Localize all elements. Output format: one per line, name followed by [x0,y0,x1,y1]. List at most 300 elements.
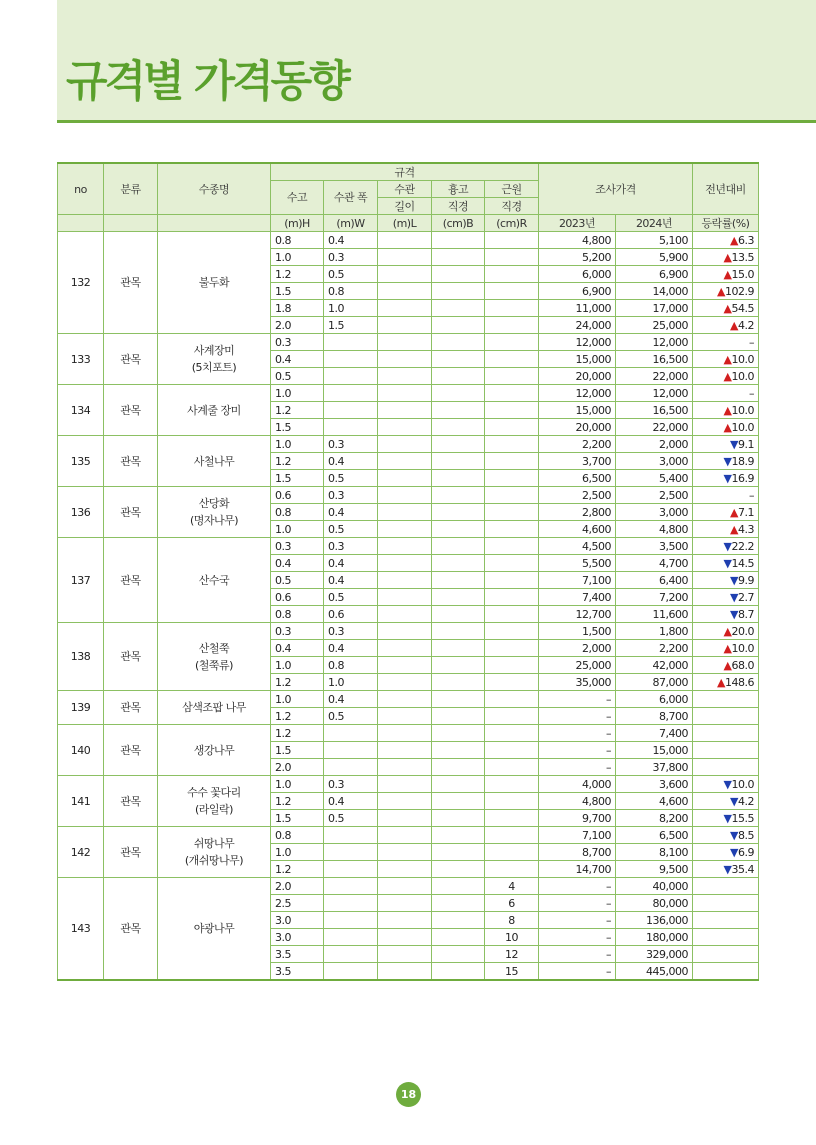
cell-width [324,878,378,895]
cell-root-diameter [485,317,539,334]
down-arrow-icon: ▼ [723,471,732,485]
cell-price-2023: 2,000 [539,640,616,657]
cell-crown-length [378,759,432,776]
cell-price-2023: 4,800 [539,793,616,810]
cell-price-2023: 9,700 [539,810,616,827]
cell-crown-length [378,351,432,368]
rate-value: 16.9 [731,471,755,485]
species-name-line: 산수국 [198,573,230,587]
cell-chest-diameter [432,368,485,385]
cell-species [158,436,271,487]
cell-price-2023: 3,700 [539,453,616,470]
cell-crown-length [378,538,432,555]
rate-value: 54.5 [731,301,755,315]
cell-no: 140 [58,725,104,776]
cell-crown-length [378,266,432,283]
header-chest-2: 직경 [432,198,485,215]
cell-rate [693,385,759,402]
cell-height: 0.8 [271,827,324,844]
cell-crown-length [378,606,432,623]
cell-no: 139 [58,691,104,725]
cell-price-2023: – [539,963,616,981]
species-name-line: 사계장미 [193,344,235,357]
cell-root-diameter: 6 [485,895,539,912]
cell-price-2024: 40,000 [616,878,693,895]
cell-chest-diameter [432,283,485,300]
up-arrow-icon: ▲ [717,675,726,689]
cell-price-2023: 5,500 [539,555,616,572]
up-arrow-icon: ▲ [723,301,732,315]
cell-root-diameter [485,759,539,776]
cell-width [324,419,378,436]
cell-crown-length [378,776,432,793]
table-row [58,436,759,453]
cell-category: 관목 [104,878,158,981]
cell-width [324,844,378,861]
cell-chest-diameter [432,674,485,691]
cell-price-2024: 11,600 [616,606,693,623]
header-rate: 등락률(%) [693,215,759,232]
rate-value: – [749,386,755,400]
cell-no: 143 [58,878,104,981]
down-arrow-icon: ▼ [723,539,732,553]
cell-price-2024: 136,000 [616,912,693,929]
rate-value: 6.9 [738,845,755,859]
down-arrow-icon: ▼ [723,556,732,570]
cell-chest-diameter [432,827,485,844]
cell-crown-length [378,725,432,742]
cell-width: 0.4 [324,504,378,521]
cell-price-2024: 3,600 [616,776,693,793]
cell-chest-diameter [432,385,485,402]
cell-height: 0.6 [271,589,324,606]
rate-value: 35.4 [731,862,755,876]
cell-crown-length [378,283,432,300]
header-year-2024: 2024년 [616,215,693,232]
cell-rate [693,249,759,266]
cell-width: 0.5 [324,589,378,606]
cell-root-diameter [485,538,539,555]
rate-value: 6.3 [738,233,755,247]
cell-price-2024: 12,000 [616,385,693,402]
cell-crown-length [378,368,432,385]
down-arrow-icon: ▼ [723,811,732,825]
cell-root-diameter [485,691,539,708]
cell-crown-length [378,470,432,487]
cell-chest-diameter [432,708,485,725]
table-row [58,827,759,844]
cell-price-2024: 3,000 [616,504,693,521]
cell-crown-length [378,742,432,759]
cell-chest-diameter [432,555,485,572]
rate-value: 102.9 [725,284,755,298]
cell-root-diameter [485,283,539,300]
cell-height: 1.0 [271,691,324,708]
table-row [58,385,759,402]
up-arrow-icon: ▲ [717,284,726,298]
cell-price-2024: 2,500 [616,487,693,504]
cell-crown-length [378,504,432,521]
cell-category: 관목 [104,436,158,487]
cell-chest-diameter [432,691,485,708]
cell-width [324,334,378,351]
cell-height: 0.3 [271,334,324,351]
cell-height: 0.8 [271,232,324,249]
cell-price-2023: 24,000 [539,317,616,334]
rate-value: 14.5 [731,556,755,570]
cell-rate [693,283,759,300]
cell-chest-diameter [432,436,485,453]
cell-category: 관목 [104,623,158,691]
cell-root-diameter [485,453,539,470]
cell-price-2023: – [539,708,616,725]
species-name-line: (개쉬땅나무) [184,854,244,867]
cell-width: 0.3 [324,249,378,266]
down-arrow-icon: ▼ [730,437,739,451]
cell-price-2023: 35,000 [539,674,616,691]
cell-category: 관목 [104,232,158,334]
table-row [58,776,759,793]
cell-crown-length [378,623,432,640]
cell-width: 0.3 [324,487,378,504]
cell-rate [693,895,759,912]
cell-width: 0.4 [324,555,378,572]
cell-width [324,368,378,385]
cell-chest-diameter [432,895,485,912]
cell-root-diameter: 4 [485,878,539,895]
species-name-line: 불두화 [198,276,230,289]
cell-width [324,946,378,963]
cell-height: 3.5 [271,946,324,963]
cell-height: 0.3 [271,538,324,555]
cell-price-2023: 4,500 [539,538,616,555]
cell-no: 134 [58,385,104,436]
cell-rate [693,232,759,249]
rate-value: 15.5 [731,811,755,825]
up-arrow-icon: ▲ [730,318,739,332]
cell-width [324,742,378,759]
cell-root-diameter [485,776,539,793]
cell-price-2023: 6,500 [539,470,616,487]
header-no: no [58,163,104,215]
cell-rate [693,368,759,385]
table-row [58,725,759,742]
cell-root-diameter [485,742,539,759]
cell-price-2024: 2,200 [616,640,693,657]
cell-crown-length [378,912,432,929]
header-chest-1: 흉고 [432,181,485,198]
cell-height: 1.0 [271,521,324,538]
rate-value: 10.0 [731,369,755,383]
cell-chest-diameter [432,538,485,555]
cell-height: 1.0 [271,657,324,674]
cell-species [158,232,271,334]
cell-price-2024: 8,200 [616,810,693,827]
cell-width: 1.0 [324,300,378,317]
cell-rate [693,589,759,606]
cell-width: 0.4 [324,453,378,470]
cell-rate [693,691,759,708]
header-price: 조사가격 [539,163,693,215]
cell-rate [693,266,759,283]
cell-root-diameter [485,555,539,572]
cell-root-diameter [485,606,539,623]
cell-price-2024: 5,900 [616,249,693,266]
cell-root-diameter [485,300,539,317]
cell-root-diameter [485,793,539,810]
cell-height: 1.2 [271,725,324,742]
cell-height: 1.2 [271,708,324,725]
cell-height: 1.5 [271,470,324,487]
rate-value: 68.0 [731,658,755,672]
cell-chest-diameter [432,640,485,657]
cell-height: 0.4 [271,640,324,657]
cell-price-2023: 14,700 [539,861,616,878]
cell-height: 1.0 [271,776,324,793]
cell-width: 0.8 [324,657,378,674]
rate-value: 4.2 [738,318,755,332]
cell-width [324,895,378,912]
cell-chest-diameter [432,487,485,504]
cell-height: 0.8 [271,606,324,623]
cell-species [158,827,271,878]
cell-width: 0.6 [324,606,378,623]
cell-width [324,725,378,742]
cell-crown-length [378,657,432,674]
rate-value: 148.6 [725,675,755,689]
cell-species [158,725,271,776]
cell-price-2023: – [539,742,616,759]
cell-price-2023: – [539,946,616,963]
cell-rate [693,572,759,589]
cell-root-diameter [485,334,539,351]
cell-width [324,351,378,368]
cell-root-diameter [485,385,539,402]
cell-width: 0.5 [324,521,378,538]
rate-value: 10.0 [731,641,755,655]
cell-price-2024: 1,800 [616,623,693,640]
cell-rate [693,844,759,861]
cell-price-2023: 11,000 [539,300,616,317]
cell-crown-length [378,555,432,572]
cell-chest-diameter [432,861,485,878]
header-divider [57,120,816,123]
cell-root-diameter: 8 [485,912,539,929]
cell-price-2023: – [539,725,616,742]
cell-price-2024: 6,500 [616,827,693,844]
cell-width [324,827,378,844]
cell-height: 0.4 [271,351,324,368]
cell-width [324,963,378,981]
cell-root-diameter [485,470,539,487]
cell-chest-diameter [432,419,485,436]
cell-chest-diameter [432,572,485,589]
cell-rate [693,793,759,810]
cell-price-2024: 8,100 [616,844,693,861]
rate-value: 8.5 [738,828,755,842]
rate-value: 9.9 [738,573,755,587]
down-arrow-icon: ▼ [723,454,732,468]
rate-value: 2.7 [738,590,755,604]
table-row [58,623,759,640]
cell-chest-diameter [432,946,485,963]
down-arrow-icon: ▼ [730,607,739,621]
down-arrow-icon: ▼ [723,862,732,876]
cell-species [158,487,271,538]
cell-root-diameter [485,521,539,538]
cell-root-diameter [485,351,539,368]
cell-width [324,402,378,419]
cell-crown-length [378,232,432,249]
cell-root-diameter [485,708,539,725]
cell-root-diameter [485,810,539,827]
cell-rate [693,657,759,674]
header-unit-blank [158,215,271,232]
cell-crown-length [378,589,432,606]
rate-value: 13.5 [731,250,755,264]
header-change: 전년대비 [693,163,759,215]
cell-root-diameter [485,640,539,657]
cell-species [158,538,271,623]
cell-crown-length [378,895,432,912]
cell-crown-length [378,453,432,470]
cell-species [158,334,271,385]
rate-value: 4.3 [738,522,755,536]
cell-crown-length [378,572,432,589]
cell-rate [693,827,759,844]
up-arrow-icon: ▲ [723,403,732,417]
cell-price-2024: 445,000 [616,963,693,981]
header-category: 분류 [104,163,158,215]
cell-width: 0.3 [324,776,378,793]
cell-price-2024: 15,000 [616,742,693,759]
cell-root-diameter [485,725,539,742]
cell-height: 1.2 [271,402,324,419]
cell-chest-diameter [432,504,485,521]
cell-price-2023: 4,000 [539,776,616,793]
cell-crown-length [378,844,432,861]
cell-crown-length [378,317,432,334]
cell-price-2023: 7,400 [539,589,616,606]
cell-chest-diameter [432,521,485,538]
cell-chest-diameter [432,606,485,623]
cell-rate [693,674,759,691]
cell-price-2024: 25,000 [616,317,693,334]
table-row [58,334,759,351]
cell-price-2024: 2,000 [616,436,693,453]
cell-chest-diameter [432,759,485,776]
cell-crown-length [378,929,432,946]
cell-chest-diameter [432,232,485,249]
price-table [57,162,759,981]
cell-price-2023: 4,800 [539,232,616,249]
cell-no: 136 [58,487,104,538]
up-arrow-icon: ▲ [723,369,732,383]
species-name-line: 생강나무 [193,743,235,757]
cell-price-2023: 15,000 [539,351,616,368]
cell-crown-length [378,521,432,538]
cell-species [158,691,271,725]
header-unit-r: (cm)R [485,215,539,232]
cell-price-2024: 87,000 [616,674,693,691]
cell-rate [693,453,759,470]
cell-chest-diameter [432,334,485,351]
cell-price-2024: 6,400 [616,572,693,589]
cell-price-2023: – [539,912,616,929]
cell-rate [693,912,759,929]
cell-price-2023: 12,000 [539,334,616,351]
header-crown-length-1: 수관 [378,181,432,198]
rate-value: 9.1 [738,437,755,451]
cell-chest-diameter [432,657,485,674]
cell-root-diameter [485,657,539,674]
cell-height: 1.0 [271,249,324,266]
cell-rate [693,742,759,759]
cell-root-diameter [485,249,539,266]
down-arrow-icon: ▼ [730,794,739,808]
up-arrow-icon: ▲ [723,641,732,655]
rate-value: 4.2 [738,794,755,808]
cell-chest-diameter [432,266,485,283]
rate-value: 18.9 [731,454,755,468]
cell-rate [693,470,759,487]
cell-crown-length [378,640,432,657]
cell-price-2023: 12,000 [539,385,616,402]
rate-value: – [749,488,755,502]
cell-height: 3.5 [271,963,324,981]
cell-price-2024: 6,000 [616,691,693,708]
cell-category: 관목 [104,538,158,623]
cell-width [324,912,378,929]
cell-chest-diameter [432,623,485,640]
table-row [58,878,759,895]
cell-height: 2.0 [271,317,324,334]
up-arrow-icon: ▲ [730,505,739,519]
cell-crown-length [378,300,432,317]
header-width: 수관 폭 [324,181,378,215]
rate-value: – [749,335,755,349]
cell-width: 0.4 [324,232,378,249]
header-unit-blank [104,215,158,232]
cell-price-2023: 8,700 [539,844,616,861]
cell-price-2024: 3,000 [616,453,693,470]
cell-rate [693,555,759,572]
cell-height: 0.3 [271,623,324,640]
cell-chest-diameter [432,912,485,929]
species-name-line: 사계줄 장미 [187,403,241,417]
cell-price-2024: 3,500 [616,538,693,555]
header-unit-blank [58,215,104,232]
cell-root-diameter [485,861,539,878]
cell-chest-diameter [432,793,485,810]
cell-rate [693,946,759,963]
header-unit-l: (m)L [378,215,432,232]
cell-rate [693,725,759,742]
cell-crown-length [378,487,432,504]
cell-no: 132 [58,232,104,334]
cell-chest-diameter [432,929,485,946]
species-name-line: 쉬땅나무 [193,837,235,850]
cell-height: 0.8 [271,504,324,521]
cell-width: 0.3 [324,538,378,555]
cell-price-2024: 16,500 [616,402,693,419]
cell-no: 137 [58,538,104,623]
species-name-line: 수수 꽃다리 [187,786,241,799]
rate-value: 20.0 [731,624,755,638]
cell-rate [693,521,759,538]
header-unit-w: (m)W [324,215,378,232]
cell-height: 1.5 [271,283,324,300]
